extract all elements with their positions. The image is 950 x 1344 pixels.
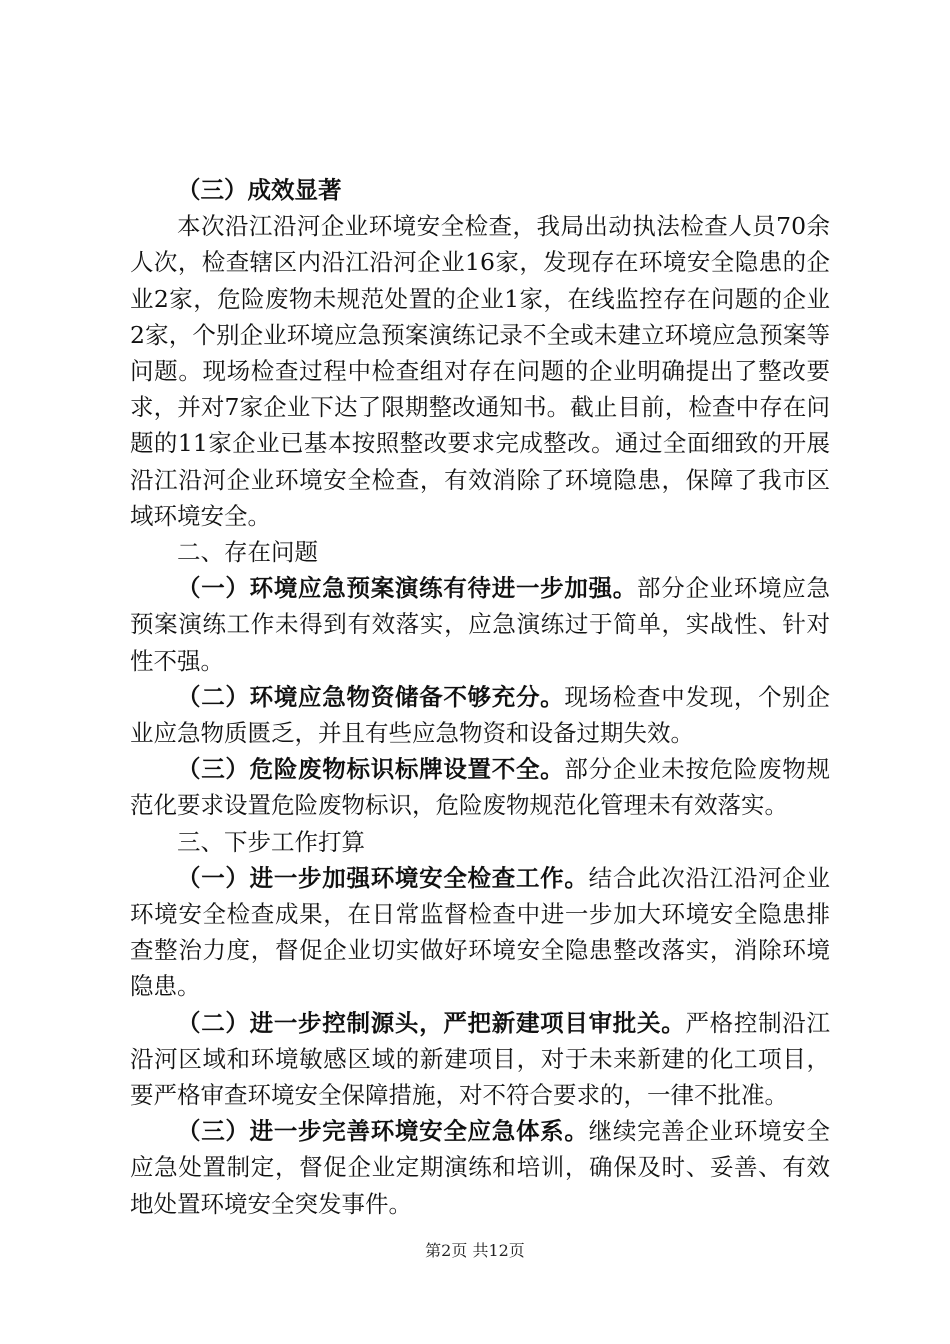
problem-item-1 [130,570,830,679]
page-number-label: 第2页 共12页 [425,1241,525,1260]
problem-item-1-lead: （一）环境应急预案演练有待进一步加强。 [177,574,638,603]
problem-item-2 [130,679,830,751]
next-item-3-text: 继续完善企业环境安全应急处置制定，督促企业定期演练和培训，确保及时、妥善、有效地处置环境安全突发事件。 [130,1117,831,1218]
next-item-1-lead: （一）进一步加强环境安全检查工作。 [177,863,589,892]
next-item-1-text: 结合此次沿江沿河企业环境安全检查成果，在日常监督检查中进一步加大环境安全隐患排查整治力度，督促企业切实做好环境安全隐患整改落实，消除环境隐患。 [130,863,831,1001]
section-results-paragraph: 本次沿江沿河企业环境安全检查，我局出动执法检查人员70余人次，检查辖区内沿江沿河企业16家，发现存在环境安全隐患的企业2家，危险废物未规范处置的企业1家，在线监控存在问题的企业2家，个别企业环境应急预案演练记录不全或未建立环境应急预案等问题。现场检查过程中检查组对存在问题的企业明确提出了整改要求，并对7家企业下达了限期整改通知书。截止目前，检查中存在问题的11家企业已基本按照整改要求完成整改。通过全面细致的开展沿江沿河企业环境安全检查，有效消除了环境隐患，保障了我市区域环境安全。 [130,212,830,530]
next-item-2-lead: （二）进一步控制源头，严把新建项目审批关。 [177,1008,686,1037]
next-item-3 [130,1113,830,1222]
problem-item-3-lead: （三）危险废物标识标牌设置不全。 [177,755,565,784]
page-footer [0,1238,950,1261]
section-results-heading: （三）成效显著 [177,176,342,204]
problem-item-1-text: 部分企业环境应急预案演练工作未得到有效落实，应急演练过于简单，实战性、针对性不强。 [130,574,831,675]
problem-item-2-lead: （二）环境应急物资储备不够充分。 [177,682,565,711]
next-item-1 [130,860,830,1005]
section-problems-heading: 二、存在问题 [177,538,318,567]
next-item-2-text: 严格控制沿江沿河区域和环境敏感区域的新建项目，对于未来新建的化工项目，要严格审查环境安全保障措施，对不符合要求的，一律不批准。 [130,1008,831,1110]
problem-item-3 [130,751,830,823]
problem-item-3-text: 部分企业未按危险废物规范化要求设置危险废物标识，危险废物规范化管理未有效落实。 [130,755,831,820]
document-body [130,172,830,1222]
next-item-3-lead: （三）进一步完善环境安全应急体系。 [177,1117,589,1146]
problem-item-2-text: 现场检查中发现，个别企业应急物质匮乏，并且有些应急物资和设备过期失效。 [130,682,831,748]
section-next-heading: 三、下步工作打算 [177,827,365,856]
next-item-2 [130,1005,830,1114]
